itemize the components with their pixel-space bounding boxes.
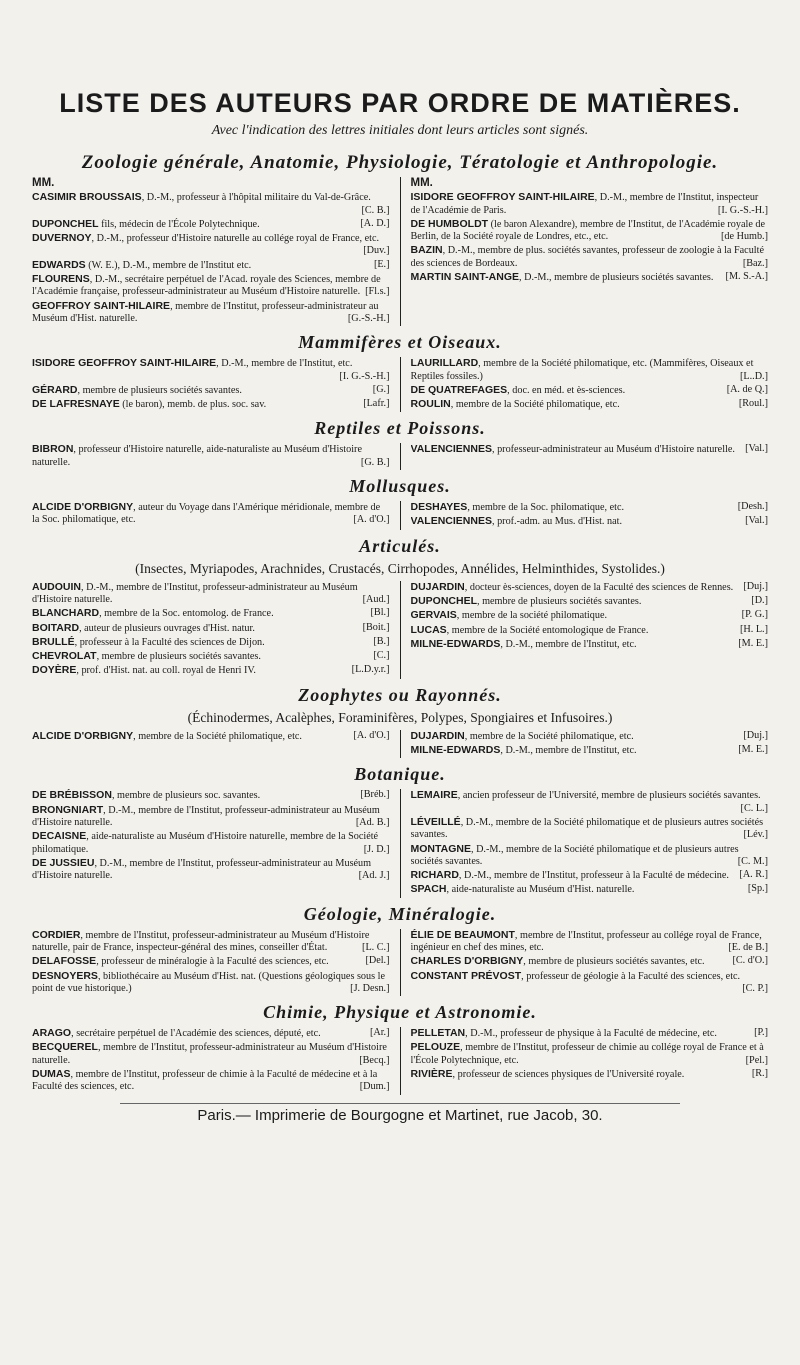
- author-entry: [411, 609, 769, 622]
- author-name: GÉRARD: [32, 383, 78, 396]
- section-heading: Mammifères et Oiseaux.: [298, 332, 502, 353]
- signature-initials: [G.]: [372, 383, 390, 395]
- left-column: [32, 730, 401, 759]
- signature-initials: [G.-S.-H.]: [347, 312, 390, 324]
- author-description: , professeur-administrateur au Muséum d'Histoire naturelle.: [491, 444, 735, 456]
- signature-initials: [Ad. J.]: [358, 870, 390, 882]
- signature-initials: [A. D.]: [360, 217, 390, 229]
- section-heading: Mollusques.: [349, 476, 451, 497]
- author-description: , aide-naturaliste au Muséum d'Histoire naturelle, membre de la Société philomatique.: [32, 831, 379, 855]
- author-entry: [411, 955, 769, 968]
- signature-initials: [I. G.-S.-H.]: [339, 370, 390, 382]
- signature-initials: [Baz.]: [742, 257, 768, 269]
- author-name: BECQUEREL: [32, 1041, 98, 1054]
- signature-initials: [Duj.]: [743, 729, 768, 741]
- author-description: , D.-M., membre de plus. sociétés savantes, professeur de zoologie à la Faculté des sciences de Bordeaux.: [410, 245, 764, 269]
- author-name: DE JUSSIEU: [32, 856, 95, 869]
- two-columns: [32, 501, 768, 530]
- author-name: DE LAFRESNAYE: [32, 398, 120, 411]
- signature-initials: [M. E.]: [738, 744, 768, 756]
- author-entry: [32, 789, 390, 802]
- signature-initials: [C. M.]: [737, 855, 768, 867]
- author-name: LUCAS: [410, 623, 447, 636]
- author-entry: [411, 869, 769, 882]
- author-description: , membre de la Société entomologique de France.: [446, 624, 649, 636]
- signature-initials: [L..D.]: [739, 370, 768, 382]
- author-entry: [411, 271, 769, 284]
- author-description: , secrétaire perpétuel de l'Académie des sciences, député, etc.: [71, 1028, 321, 1040]
- author-name: FLOURENS: [32, 273, 90, 286]
- author-entry: [32, 830, 390, 856]
- author-description: , D.-M., membre de l'Institut, etc.: [216, 358, 353, 370]
- signature-initials: [C. L.]: [740, 802, 768, 814]
- author-entry: [32, 398, 390, 411]
- signature-initials: [J. Desn.]: [350, 982, 390, 994]
- section-mollusques: [32, 476, 768, 530]
- page-title: LISTE DES AUTEURS PAR ORDRE DE MATIÈRES.: [59, 88, 741, 118]
- column-header: MM.: [32, 177, 55, 189]
- author-name: BLANCHARD: [32, 607, 100, 620]
- author-description: , membre de la Société philomatique, etc.: [450, 399, 620, 411]
- author-name: MILNE-EDWARDS: [410, 637, 501, 650]
- author-entry: [411, 883, 769, 896]
- author-name: SPACH: [410, 883, 447, 896]
- two-columns: [32, 789, 768, 897]
- author-entry: [32, 804, 390, 830]
- author-description: , professeur de sciences physiques de l'Université royale.: [452, 1069, 685, 1081]
- author-description: , D.-M., professeur de physique à la Faculté de médecine, etc.: [465, 1028, 717, 1040]
- author-description: , membre de l'Institut, professeur de chimie au collége royal de France et à l'École Polytechnique, etc.: [410, 1042, 764, 1066]
- signature-initials: [A. de Q.]: [726, 383, 768, 395]
- sections-container: [32, 153, 768, 1095]
- author-description: , D.-M., membre de la Société philomatique et de plusieurs autres sociétés savantes.: [410, 843, 739, 867]
- author-description: , membre de l'Institut, professeur-administrateur au Muséum d'Hist. naturelle.: [32, 300, 379, 324]
- author-description: , membre de plusieurs sociétés savantes.: [77, 384, 242, 396]
- author-entry: [411, 357, 769, 383]
- author-description: , D.-M., professeur à l'hôpital militaire du Val-de-Grâce.: [141, 192, 371, 204]
- signature-initials: [Sp.]: [747, 883, 768, 895]
- left-column: [32, 581, 401, 679]
- author-description: , D.-M., membre de l'Institut, etc.: [500, 745, 637, 757]
- author-description: , membre de la société philomatique.: [456, 610, 608, 622]
- section-heading: Botanique.: [354, 764, 446, 785]
- author-description: , auteur de plusieurs ouvrages d'Hist. natur.: [79, 622, 255, 634]
- section-zoophytes: [32, 685, 768, 759]
- author-name: RICHARD: [410, 869, 459, 882]
- left-column: [32, 501, 401, 530]
- right-column: [411, 929, 769, 996]
- author-description: , membre de la Société philomatique, etc.: [464, 730, 634, 742]
- left-column: [32, 789, 401, 897]
- author-entry: [411, 384, 769, 397]
- signature-initials: [E.]: [373, 258, 390, 270]
- author-name: CORDIER: [32, 928, 81, 941]
- author-description: , D.-M., membre de plusieurs sociétés savantes.: [519, 272, 714, 284]
- signature-initials: [Val.]: [745, 443, 768, 455]
- left-column: [32, 443, 401, 470]
- author-description: (le baron), memb. de plus. soc. sav.: [119, 399, 267, 411]
- left-column: [32, 177, 401, 326]
- signature-initials: [Bl.]: [370, 607, 390, 619]
- author-description: , docteur ès-sciences, doyen de la Faculté des sciences de Rennes.: [464, 581, 734, 593]
- right-column: [411, 730, 769, 759]
- author-description: , professeur à la Faculté des sciences de Dijon.: [74, 636, 265, 648]
- author-entry: [411, 730, 769, 743]
- author-name: EDWARDS: [32, 258, 86, 271]
- author-description: , D.-M., secrétaire perpétuel de l'Acad. royale des Sciences, membre de l'Académie française, professeur-administrateur au Muséum d'Histoire naturelle.: [32, 274, 381, 298]
- author-entry: [411, 244, 769, 270]
- section-articules: [32, 536, 768, 679]
- author-entry: [411, 638, 769, 651]
- author-entry: [32, 384, 390, 397]
- author-entry: [32, 607, 390, 620]
- signature-initials: [D.]: [751, 594, 768, 606]
- author-description: , D.-M., membre de l'Institut, professeur-administrateur au Muséum d'Histoire naturelle.: [32, 581, 358, 605]
- author-description: , D.-M., membre de l'Institut, professeur-administrateur au Muséum d'Histoire naturelle.: [32, 804, 380, 828]
- signature-initials: [C. P.]: [742, 982, 768, 994]
- author-entry: [32, 955, 390, 968]
- author-name: AUDOUIN: [32, 580, 81, 593]
- author-entry: [32, 300, 390, 326]
- author-name: DUPONCHEL: [32, 217, 99, 230]
- signature-initials: [M. E.]: [738, 637, 768, 649]
- author-name: ISIDORE GEOFFROY SAINT-HILAIRE: [410, 191, 595, 204]
- author-description: , D.-M., membre de la Société philomatique et de plusieurs autres sociétés savantes.: [410, 816, 764, 841]
- author-description: (W. E.), D.-M., membre de l'Institut etc.: [85, 259, 252, 271]
- author-entry: [32, 650, 390, 663]
- author-description: , D.-M., membre de l'Institut, inspecteur de l'Académie de Paris.: [410, 192, 759, 216]
- author-name: BIBRON: [32, 443, 74, 456]
- author-entry: [411, 218, 769, 244]
- author-name: CHEVROLAT: [32, 650, 97, 663]
- signature-initials: [Bréb.]: [360, 789, 390, 801]
- signature-initials: [Pel.]: [745, 1054, 768, 1066]
- two-columns: [32, 581, 768, 679]
- author-name: BOITARD: [32, 621, 80, 634]
- author-description: , membre de l'Institut, professeur de chimie à la Faculté de médecine et à la Faculté des sciences, etc.: [32, 1069, 378, 1093]
- author-entry: [411, 515, 769, 528]
- signature-initials: [A. R.]: [739, 869, 768, 881]
- author-name: MILNE-EDWARDS: [410, 744, 501, 757]
- column-header: MM.: [410, 177, 433, 189]
- author-entry: [411, 1068, 769, 1081]
- signature-initials: [L. C.]: [362, 941, 390, 953]
- author-name: DOYÈRE: [32, 664, 77, 677]
- imprint-footer: Paris.— Imprimerie de Bourgogne et Martinet, rue Jacob, 30.: [120, 1103, 680, 1124]
- author-description: , D.-M., professeur d'Histoire naturelle au collége royal de France, etc.: [91, 233, 380, 245]
- signature-initials: [Del.]: [365, 955, 390, 967]
- two-columns: [32, 1027, 768, 1094]
- author-description: , aide-naturaliste au Muséum d'Hist. naturelle.: [446, 884, 635, 896]
- section-botanique: [32, 764, 768, 897]
- author-entry: [411, 1027, 769, 1040]
- author-name: DE HUMBOLDT: [410, 217, 489, 230]
- section-heading: Articulés.: [359, 535, 441, 556]
- page-subtitle: Avec l'indication des lettres initiales dont leurs articles sont signés.: [211, 123, 589, 138]
- author-name: PELLETAN: [410, 1027, 466, 1040]
- signature-initials: [Ar.]: [369, 1027, 390, 1039]
- author-entry: [32, 857, 390, 883]
- section-heading: Zoophytes ou Rayonnés.: [298, 684, 502, 705]
- signature-initials: [M. S.-A.]: [725, 271, 768, 283]
- signature-initials: [Roul.]: [738, 398, 768, 410]
- author-entry: [411, 443, 769, 456]
- author-entry: [411, 624, 769, 637]
- author-name: DE BRÉBISSON: [32, 789, 112, 802]
- signature-initials: [A. d'O.]: [353, 729, 390, 741]
- right-column: [411, 581, 769, 679]
- author-entry: [32, 1027, 390, 1040]
- author-name: BAZIN: [410, 244, 443, 257]
- author-description: , auteur du Voyage dans l'Amérique méridionale, membre de la Soc. philomatique, etc.: [32, 502, 381, 526]
- author-entry: [411, 1041, 769, 1067]
- author-description: , membre de l'Institut, professeur au collége royal de France, ingénieur en chef des mines, etc.: [410, 929, 762, 953]
- author-name: BRONGNIART: [32, 803, 104, 816]
- author-description: , professeur d'Histoire naturelle, aide-naturaliste au Muséum d'Histoire naturelle.: [32, 444, 362, 468]
- author-entry: [32, 259, 390, 272]
- right-column: [411, 789, 769, 897]
- author-name: DELAFOSSE: [32, 955, 97, 968]
- author-name: CASIMIR BROUSSAIS: [32, 191, 142, 204]
- author-name: DESNOYERS: [32, 969, 98, 982]
- signature-initials: [Desh.]: [737, 501, 768, 513]
- two-columns: [32, 929, 768, 996]
- author-name: DE QUATREFAGES: [410, 383, 508, 396]
- author-name: MARTIN SAINT-ANGE: [410, 271, 519, 284]
- right-column: [411, 357, 769, 412]
- signature-initials: [C. B.]: [361, 204, 390, 216]
- author-description: , membre de la Soc. philomatique, etc.: [467, 502, 625, 514]
- signature-initials: [B.]: [373, 635, 390, 647]
- author-entry: [32, 929, 390, 955]
- author-name: ALCIDE D'ORBIGNY: [32, 729, 134, 742]
- signature-initials: [Ad. B.]: [355, 816, 390, 828]
- author-description: , prof.-adm. au Mus. d'Hist. nat.: [491, 516, 622, 528]
- author-name: ALCIDE D'ORBIGNY: [32, 501, 134, 514]
- section-geologie: [32, 904, 768, 996]
- left-column: [32, 357, 401, 412]
- signature-initials: [Duj.]: [743, 580, 768, 592]
- author-description: , D.-M., membre de l'Institut, professeur-administrateur au Muséum d'Histoire naturelle.: [32, 857, 372, 882]
- author-name: DUPONCHEL: [410, 594, 478, 607]
- author-name: ROULIN: [410, 398, 451, 411]
- right-column: [411, 443, 769, 470]
- author-name: BRULLÉ: [32, 635, 75, 648]
- author-entry: [411, 398, 769, 411]
- signature-initials: [Fl.s.]: [365, 286, 390, 298]
- two-columns: [32, 443, 768, 470]
- author-entry: [32, 664, 390, 677]
- signature-initials: [Dum.]: [359, 1081, 390, 1093]
- author-entry: [411, 929, 769, 955]
- right-column: [411, 1027, 769, 1094]
- author-description: , professeur de géologie à la Faculté des sciences, etc.: [521, 970, 741, 982]
- author-description: , membre de la Soc. entomolog. de France.: [99, 608, 274, 620]
- author-description: , membre de plusieurs soc. savantes.: [111, 790, 261, 802]
- signature-initials: [Duv.]: [363, 245, 390, 257]
- author-name: LEMAIRE: [410, 789, 458, 802]
- author-name: DESHAYES: [410, 501, 468, 514]
- section-heading: Géologie, Minéralogie.: [303, 903, 497, 924]
- right-column: [411, 501, 769, 530]
- author-name: DECAISNE: [32, 830, 87, 843]
- author-name: MONTAGNE: [410, 842, 471, 855]
- section-chimie: [32, 1002, 768, 1094]
- author-entry: [411, 843, 769, 869]
- author-entry: [32, 622, 390, 635]
- signature-initials: [G. B.]: [360, 456, 390, 468]
- signature-initials: [Lafr.]: [363, 398, 390, 410]
- author-entry: [32, 636, 390, 649]
- author-name: PELOUZE: [410, 1041, 461, 1054]
- author-description: , membre de plusieurs sociétés savantes, etc.: [523, 956, 705, 968]
- signature-initials: [P. G.]: [741, 609, 768, 621]
- author-name: DUJARDIN: [410, 729, 465, 742]
- section-note: (Insectes, Myriapodes, Arachnides, Crustacés, Cirrhopodes, Annélides, Helminthides, Systolides.): [135, 560, 665, 576]
- signature-initials: [Becq.]: [359, 1054, 390, 1066]
- signature-initials: [E. de B.]: [728, 941, 768, 953]
- author-description: , membre de l'Institut, professeur-administrateur au Muséum d'Histoire naturelle.: [32, 1042, 387, 1066]
- page: [32, 0, 768, 1124]
- section-zoologie: [32, 153, 768, 326]
- author-entry: [411, 816, 769, 842]
- two-columns: [32, 177, 768, 326]
- signature-initials: [de Humb.]: [721, 231, 768, 243]
- left-column: [32, 929, 401, 996]
- author-entry: [411, 595, 769, 608]
- author-entry: [32, 191, 390, 217]
- author-name: LAURILLARD: [410, 357, 479, 370]
- author-entry: [32, 730, 390, 743]
- author-name: VALENCIENNES: [410, 443, 492, 456]
- section-heading: Zoologie générale, Anatomie, Physiologie, Tératologie et Anthropologie.: [81, 152, 719, 173]
- two-columns: [32, 357, 768, 412]
- signature-initials: [Boit.]: [362, 621, 390, 633]
- signature-initials: [R.]: [751, 1068, 768, 1080]
- author-entry: [32, 581, 390, 607]
- author-entry: [411, 744, 769, 757]
- section-heading: Chimie, Physique et Astronomie.: [263, 1002, 537, 1023]
- author-description: , membre de l'Institut, professeur-administrateur au Muséum d'Histoire naturelle, pair de France, inspecteur-général des mines, conseiller d'État.: [32, 929, 370, 953]
- author-description: , membre de la Société philomatique, etc.: [133, 730, 302, 742]
- author-description: (le baron Alexandre), membre de l'Institut, de l'Académie royale de Berlin, de la Société royale de Londres, etc., etc.: [410, 218, 766, 243]
- author-name: ARAGO: [32, 1027, 72, 1040]
- author-description: , D.-M., membre de l'Institut, etc.: [500, 638, 637, 650]
- author-description: fils, médecin de l'École Polytechnique.: [98, 218, 260, 230]
- section-note: (Échinodermes, Acalèphes, Foraminifères, Polypes, Spongiaires et Infusoires.): [187, 709, 613, 725]
- signature-initials: [P.]: [754, 1027, 768, 1039]
- author-name: GEOFFROY SAINT-HILAIRE: [32, 299, 171, 312]
- author-name: ÉLIE DE BEAUMONT: [410, 928, 515, 941]
- author-entry: [32, 443, 390, 469]
- author-name: VALENCIENNES: [410, 515, 492, 528]
- author-description: , bibliothécaire au Muséum d'Hist. nat. (Questions géologiques sous le point de vue historique.): [32, 970, 385, 994]
- author-name: RIVIÈRE: [410, 1068, 453, 1081]
- author-entry: [411, 191, 769, 217]
- author-entry: [32, 357, 390, 383]
- author-name: LÉVEILLÉ: [410, 815, 461, 828]
- signature-initials: [Val.]: [745, 515, 768, 527]
- section-heading: Reptiles et Poissons.: [314, 418, 486, 439]
- author-description: , professeur de minéralogie à la Faculté des sciences, etc.: [96, 956, 329, 968]
- signature-initials: [J. D.]: [363, 843, 390, 855]
- author-entry: [32, 970, 390, 996]
- author-name: ISIDORE GEOFFROY SAINT-HILAIRE: [32, 357, 217, 370]
- section-reptiles: [32, 418, 768, 470]
- author-description: , membre de la Société philomatique, etc. (Mammifères, Oiseaux et Reptiles fossiles.): [410, 358, 754, 382]
- author-entry: [32, 1068, 390, 1094]
- signature-initials: [L.D.y.r.]: [351, 664, 390, 676]
- author-name: CHARLES D'ORBIGNY: [410, 955, 524, 968]
- author-entry: [411, 970, 769, 996]
- author-name: DUVERNOY: [32, 232, 92, 245]
- author-entry: [32, 1041, 390, 1067]
- author-entry: [411, 789, 769, 815]
- author-entry: [32, 273, 390, 299]
- author-description: , ancien professeur de l'Université, membre de plusieurs sociétés savantes.: [457, 790, 761, 802]
- author-description: , doc. en méd. et ès-sciences.: [507, 384, 626, 396]
- author-name: DUJARDIN: [410, 580, 465, 593]
- signature-initials: [I. G.-S.-H.]: [717, 204, 768, 216]
- signature-initials: [Aud.]: [362, 593, 390, 605]
- signature-initials: [A. d'O.]: [353, 514, 390, 526]
- signature-initials: [H. L.]: [739, 623, 768, 635]
- section-mammiferes: [32, 332, 768, 412]
- left-column: [32, 1027, 401, 1094]
- author-entry: [32, 218, 390, 231]
- author-entry: [411, 581, 769, 594]
- author-name: GERVAIS: [410, 609, 457, 622]
- right-column: [411, 177, 769, 326]
- two-columns: [32, 730, 768, 759]
- author-description: , membre de plusieurs sociétés savantes.: [477, 595, 642, 607]
- author-name: CONSTANT PRÉVOST: [410, 969, 522, 982]
- signature-initials: [Lév.]: [743, 829, 768, 841]
- author-name: DUMAS: [32, 1068, 71, 1081]
- signature-initials: [C. d'O.]: [732, 955, 768, 967]
- signature-initials: [C.]: [373, 650, 390, 662]
- author-description: , membre de plusieurs sociétés savantes.: [96, 651, 261, 663]
- author-entry: [32, 232, 390, 258]
- author-description: , prof. d'Hist. nat. au coll. royal de Henri IV.: [76, 665, 256, 677]
- author-entry: [411, 501, 769, 514]
- author-entry: [32, 501, 390, 527]
- author-description: , D.-M., membre de l'Institut, professeur à la Faculté de médecine.: [458, 870, 729, 882]
